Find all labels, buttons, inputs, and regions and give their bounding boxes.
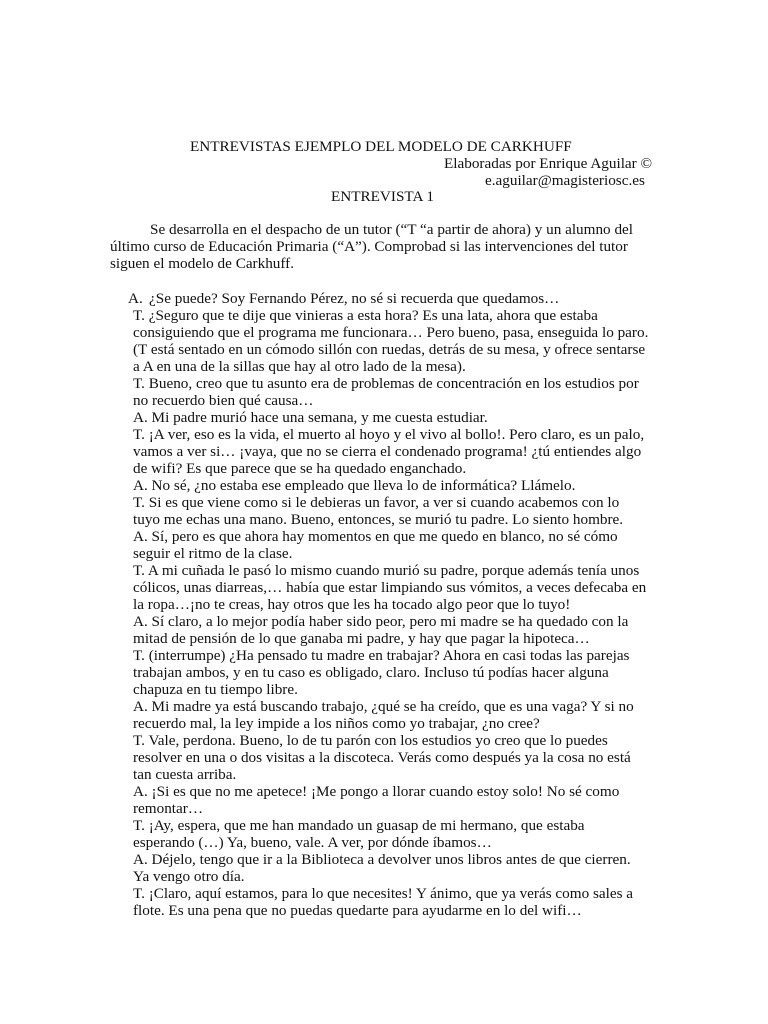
section-title: ENTREVISTA 1 xyxy=(331,188,434,205)
document-title: ENTREVISTAS EJEMPLO DEL MODELO DE CARKHUFF xyxy=(190,138,572,155)
dialogue-turn: A. Déjelo, tengo que ir a la Biblioteca a devolver unos libros antes de que cierren. Ya vengo otro día. xyxy=(133,851,631,885)
dialogue-turn: T. A mi cuñada le pasó lo mismo cuando murió su padre, porque además tenía unos cólicos, unas diarreas,… había que estar limpiando sus vómitos, a veces defecaba en la ropa…¡no te creas, hay otros que les ha tocado algo peor que lo tuyo! xyxy=(133,562,647,613)
dialogue-turn: A. Mi madre ya está buscando trabajo, ¿qué se ha creído, que es una vaga? Y si no recuerdo mal, la ley impide a los niños como yo trabajar, ¿no cree? xyxy=(133,698,634,732)
dialogue-turn: A. Mi padre murió hace una semana, y me cuesta estudiar. xyxy=(133,409,488,426)
dialogue-turn: A. Sí, pero es que ahora hay momentos en que me quedo en blanco, no sé cómo seguir el ritmo de la clase. xyxy=(133,528,618,562)
dialogue-turn: T. ¡Ay, espera, que me han mandado un guasap de mi hermano, que estaba esperando (…) Ya, bueno, vale. A ver, por dónde íbamos… xyxy=(133,817,585,851)
dialogue-turn: A. No sé, ¿no estaba ese empleado que lleva lo de informática? Llámelo. xyxy=(133,477,576,494)
dialogue-turn: T. ¡A ver, eso es la vida, el muerto al hoyo y el vivo al bollo!. Pero claro, es un palo, vamos a ver si… ¡vaya, que no se cierra el condenado programa! ¿tú entiendes algo de wifi? Es que parece que se ha quedado enganchado. xyxy=(133,426,645,477)
dialogue-turn: T. ¿Seguro que te dije que vinieras a esta hora? Es una lata, ahora que estaba consiguiendo que el programa me funcionara… Pero bueno, pasa, enseguida lo paro. (T está sentado en un cómodo sillón con ruedas, detrás de su mesa, y ofrece sentarse a A en una de la sillas que hay al otro lado de la mesa). xyxy=(133,307,649,375)
dialogue-turn: T. ¡Claro, aquí estamos, para lo que necesites! Y ánimo, que ya verás como sales a flote. Es una pena que no puedas quedarte para ayudarme en lo del wifi… xyxy=(133,885,634,919)
first-turn-marker: A. xyxy=(128,290,143,307)
first-turn-text: ¿Se puede? Soy Fernando Pérez, no sé si recuerda que quedamos… xyxy=(149,290,560,307)
document-author: Elaboradas por Enrique Aguilar © xyxy=(444,155,653,172)
author-email: e.aguilar@magisteriosc.es xyxy=(485,172,645,189)
dialogue-turn: T. (interrumpe) ¿Ha pensado tu madre en trabajar? Ahora en casi todas las parejas trabajan ambos, y en tu caso es obligado, claro. Incluso tú podías hacer alguna chapuza en tu tiempo libre. xyxy=(133,647,630,698)
dialogue-turn: T. Si es que viene como si le debieras un favor, a ver si cuando acabemos con lo tuyo me echas una mano. Bueno, entonces, se murió tu padre. Lo siento hombre. xyxy=(133,494,624,528)
dialogue xyxy=(133,307,663,919)
intro-text: Se desarrolla en el despacho de un tutor (“T “a partir de ahora) y un alumno del último curso de Educación Primaria (“A”). Comprobad si las intervenciones del tutor siguen el modelo de Carkhuff. xyxy=(110,221,634,272)
dialogue-turn: T. Vale, perdona. Bueno, lo de tu parón con los estudios yo creo que lo puedes resolver en una o dos visitas a la discoteca. Verás como después ya la cosa no está tan cuesta arriba. xyxy=(133,732,631,783)
dialogue-turn: A. Sí claro, a lo mejor podía haber sido peor, pero mi madre se ha quedado con la mitad de pensión de lo que ganaba mi padre, y hay que pagar la hipoteca… xyxy=(133,613,629,647)
intro-paragraph xyxy=(110,221,655,272)
dialogue-turn: T. Bueno, creo que tu asunto era de problemas de concentración en los estudios por no recuerdo bien qué causa… xyxy=(133,375,639,409)
dialogue-turn: A. ¡Si es que no me apetece! ¡Me pongo a llorar cuando estoy solo! No sé como remontar… xyxy=(133,783,620,817)
